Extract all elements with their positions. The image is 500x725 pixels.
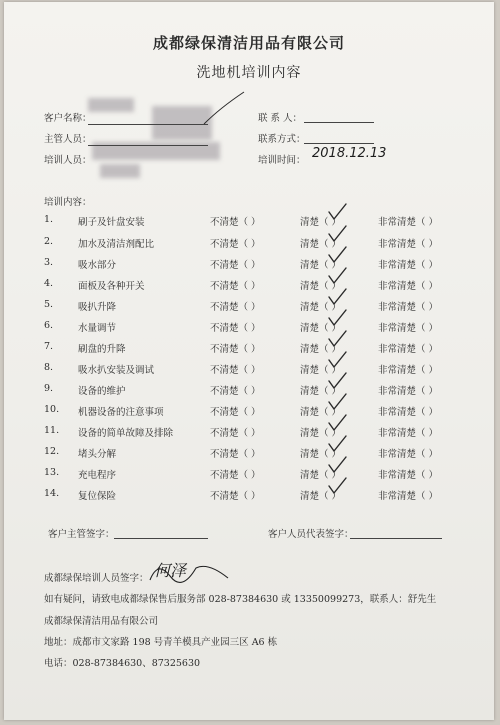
option-very-clear: 非常清楚（ ） <box>378 470 439 481</box>
item-number: 12. <box>44 446 60 457</box>
option-very-clear: 非常清楚（ ） <box>378 344 439 355</box>
footer-address: 地址：成都市文家路 198 号青羊模具产业园三区 A6 栋 <box>44 637 278 648</box>
item-topic: 吸扒升降 <box>78 302 117 313</box>
training-content-heading: 培训内容： <box>44 197 92 208</box>
option-clear: 清楚（ ） <box>300 281 342 292</box>
training-time-label: 培训时间： <box>258 155 306 166</box>
contact-person-line <box>304 122 374 123</box>
item-topic: 机器设备的注意事项 <box>78 407 164 418</box>
item-number: 8. <box>44 362 54 373</box>
option-unclear: 不清楚（ ） <box>210 302 261 313</box>
option-unclear: 不清楚（ ） <box>210 449 261 460</box>
form-title: 洗地机培训内容 <box>196 65 302 81</box>
option-clear: 清楚（ ） <box>300 386 342 397</box>
item-number: 5. <box>44 299 54 310</box>
customer-supervisor-signature-label: 客户主管签字： <box>48 529 115 540</box>
option-unclear: 不清楚（ ） <box>210 470 261 481</box>
customer-rep-signature-label: 客户人员代表签字： <box>268 529 354 540</box>
contact-method-line <box>304 143 374 144</box>
contact-question-text: 如有疑问，请致电成都绿保售后服务部 028-87384630 或 13350099273，联系人：舒先生 <box>44 594 437 605</box>
option-clear: 清楚（ ） <box>300 365 342 376</box>
item-number: 3. <box>44 257 54 268</box>
customer-rep-signature-line <box>350 538 442 539</box>
option-unclear: 不清楚（ ） <box>210 407 261 418</box>
item-topic: 吸水部分 <box>78 260 117 271</box>
pen-stroke <box>200 88 248 128</box>
checkmark-icon <box>326 329 348 349</box>
item-topic: 设备的简单故障及排除 <box>78 428 174 439</box>
checkmark-icon <box>326 245 348 265</box>
item-number: 6. <box>44 320 54 331</box>
contact-person-label: 联 系 人： <box>258 113 303 124</box>
item-number: 14. <box>44 488 60 499</box>
option-unclear: 不清楚（ ） <box>210 428 261 439</box>
item-number: 10. <box>44 404 60 415</box>
option-clear: 清楚（ ） <box>300 302 342 313</box>
option-unclear: 不清楚（ ） <box>210 323 261 334</box>
training-form-document <box>4 2 494 720</box>
option-very-clear: 非常清楚（ ） <box>378 302 439 313</box>
item-number: 13. <box>44 467 60 478</box>
item-number: 9. <box>44 383 54 394</box>
option-unclear: 不清楚（ ） <box>210 491 261 502</box>
training-date-handwritten: 2018.12.13 <box>312 146 387 161</box>
option-clear: 清楚（ ） <box>300 260 342 271</box>
item-topic: 复位保险 <box>78 491 117 502</box>
checkmark-icon <box>326 202 348 222</box>
option-clear: 清楚（ ） <box>300 217 342 228</box>
checkmark-icon <box>326 455 348 475</box>
checkmark-icon <box>326 371 348 391</box>
option-unclear: 不清楚（ ） <box>210 281 261 292</box>
checkmark-icon <box>326 392 348 412</box>
option-very-clear: 非常清楚（ ） <box>378 323 439 334</box>
option-very-clear: 非常清楚（ ） <box>378 365 439 376</box>
checkmark-icon <box>326 287 348 307</box>
redacted-customer-name <box>88 98 134 112</box>
option-clear: 清楚（ ） <box>300 323 342 334</box>
option-unclear: 不清楚（ ） <box>210 239 261 250</box>
checkmark-icon <box>326 224 348 244</box>
option-very-clear: 非常清楚（ ） <box>378 281 439 292</box>
trainer-signature-label: 成都绿保培训人员签字： <box>44 573 149 584</box>
item-number: 4. <box>44 278 54 289</box>
option-clear: 清楚（ ） <box>300 239 342 250</box>
option-unclear: 不清楚（ ） <box>210 260 261 271</box>
option-very-clear: 非常清楚（ ） <box>378 428 439 439</box>
checkmark-icon <box>326 476 348 496</box>
item-number: 1. <box>44 214 54 225</box>
item-number: 11. <box>44 425 60 436</box>
option-clear: 清楚（ ） <box>300 428 342 439</box>
signature-flourish <box>148 558 232 584</box>
item-topic: 刷盘的升降 <box>78 344 126 355</box>
checkmark-icon <box>326 266 348 286</box>
option-unclear: 不清楚（ ） <box>210 365 261 376</box>
checkmark-icon <box>326 413 348 433</box>
redacted-trainees-2 <box>100 164 140 178</box>
trainee-label: 培训人员： <box>44 155 92 166</box>
option-very-clear: 非常清楚（ ） <box>378 407 439 418</box>
option-clear: 清楚（ ） <box>300 449 342 460</box>
option-very-clear: 非常清楚（ ） <box>378 239 439 250</box>
customer-name-label: 客户名称： <box>44 113 92 124</box>
supervisor-line <box>88 145 208 146</box>
item-topic: 设备的维护 <box>78 386 126 397</box>
item-topic: 面板及各种开关 <box>78 281 145 292</box>
trainer-signature-handwritten: 何泽 <box>154 561 187 580</box>
footer-company-name: 成都绿保清洁用品有限公司 <box>44 616 159 627</box>
option-very-clear: 非常清楚（ ） <box>378 491 439 502</box>
item-topic: 加水及清洁剂配比 <box>78 239 155 250</box>
footer-phone: 电话：028-87384630、87325630 <box>44 658 201 669</box>
option-clear: 清楚（ ） <box>300 470 342 481</box>
item-topic: 水量调节 <box>78 323 117 334</box>
item-topic: 堵头分解 <box>78 449 117 460</box>
option-unclear: 不清楚（ ） <box>210 344 261 355</box>
option-very-clear: 非常清楚（ ） <box>378 260 439 271</box>
checkmark-icon <box>326 308 348 328</box>
contact-method-label: 联系方式： <box>258 134 306 145</box>
option-clear: 清楚（ ） <box>300 407 342 418</box>
item-number: 7. <box>44 341 54 352</box>
option-clear: 清楚（ ） <box>300 491 342 502</box>
option-very-clear: 非常清楚（ ） <box>378 386 439 397</box>
option-very-clear: 非常清楚（ ） <box>378 449 439 460</box>
option-very-clear: 非常清楚（ ） <box>378 217 439 228</box>
company-title: 成都绿保清洁用品有限公司 <box>152 34 345 52</box>
option-unclear: 不清楚（ ） <box>210 217 261 228</box>
item-topic: 吸水扒安装及调试 <box>78 365 155 376</box>
checkmark-icon <box>326 350 348 370</box>
item-number: 2. <box>44 236 54 247</box>
option-unclear: 不清楚（ ） <box>210 386 261 397</box>
customer-supervisor-signature-line <box>114 538 208 539</box>
supervisor-label: 主管人员： <box>44 134 92 145</box>
checkmark-icon <box>326 434 348 454</box>
item-topic: 充电程序 <box>78 470 117 481</box>
item-topic: 刷子及针盘安装 <box>78 217 145 228</box>
customer-name-line <box>88 124 208 125</box>
option-clear: 清楚（ ） <box>300 344 342 355</box>
